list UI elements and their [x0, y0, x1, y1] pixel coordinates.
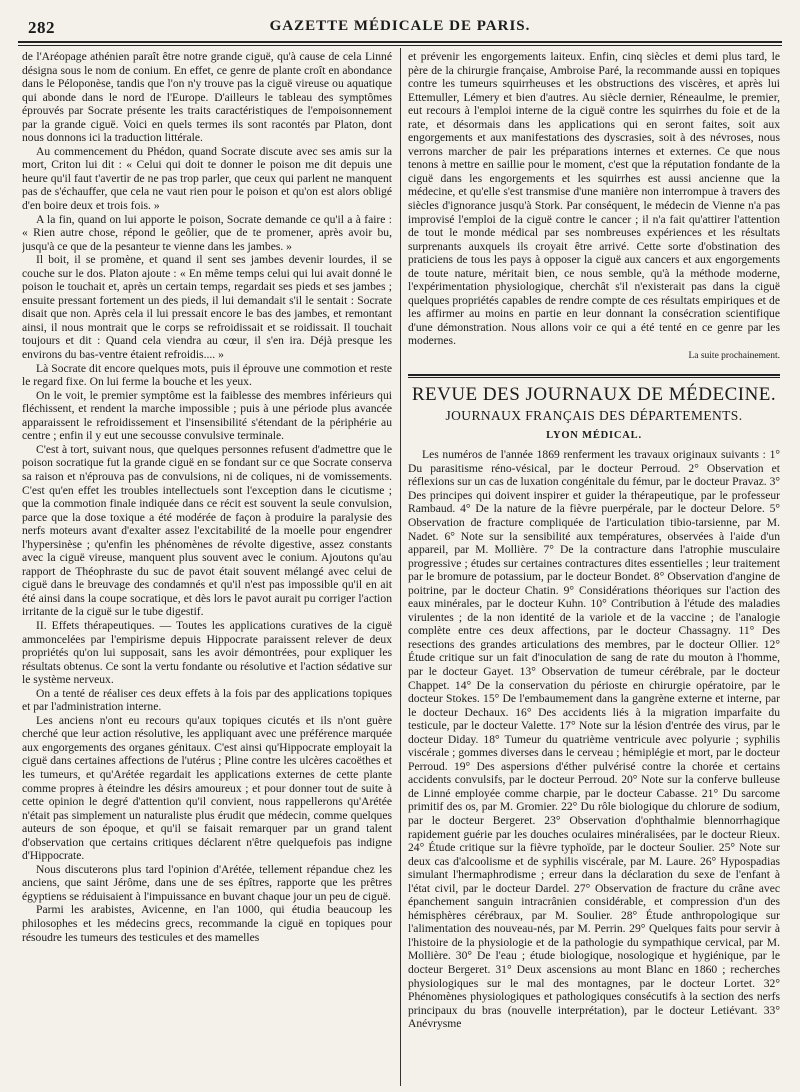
paragraph: Nous discuterons plus tard l'opinion d'Arétée, tellement répandue chez les anciens, que saint Jérôme, dans une de ses épîtres, rapporte que les prêtres égyptiens se réduisaient à l'impuissance en buvant chaque jour un peu de ciguë.	[22, 862, 392, 903]
paragraph: et prévenir les engorgements laiteux. Enfin, cinq siècles et demi plus tard, le père de la chirurgie française, Ambroise Paré, la recommande aussi en topiques contre les tumeurs squirrheuses et les obstructions des viscères, et après lui Ettemuller, Lémery et bien d'autres. Au siècle dernier, Réneaulme, le premier, eut recours à l'emploi interne de la ciguë contre les squirrhes du foie et de la rate, et désormais dans les applications qui en seront faites, soit aux engorgements et aux manifestations des dyscrasies, soit à des névroses, nous verrons marcher de pair les préparations internes et externes. Ce que nous tenons à mettre en saillie pour le moment, c'est que la réputation fondante de la ciguë dans les engorgements et les squirrhes est aussi ancienne que la médecine, et qu'elle s'est transmise d'une manière non interrompue à travers des siècles d'ignorance jusqu'à Stork. Par conséquent, le médecin de Vienne n'a pas improvisé l'emploi de la ciguë contre le cancer ; il n'a fait qu'attirer l'attention de tout le monde médical par ses nombreuses expériences et les résultats surprenants auxquels ils croyait être arrivé. Cette sorte d'obstination des praticiens de tous les pays à opposer la ciguë aux cancers et aux engorgements de toute nature, méritait bien, ce nous semble, qu'à la méthode moderne, l'expérimentation physiologique, cherchât s'il n'existerait pas dans la ciguë quelques propriétés capables de rendre compte de ces résultats empiriques et de les affirmer au moins en partie en leur donnant la consécration scientifique d'une démonstration. Nous allons voir ce qui a été tenté en ce genre par les modernes.	[408, 50, 780, 348]
paragraph: II. Effets thérapeutiques. — Toutes les applications curatives de la ciguë ammoncelées par l'empirisme depuis Hippocrate paraissent relever de deux propriétés qu'on lui supposait, sans les avoir démontrées, pour expliquer les résultats obtenus. Ce sont la vertu fondante ou résolutive et l'action sédative sur le système nerveux.	[22, 618, 392, 687]
paragraph: Les numéros de l'année 1869 renferment les travaux originaux suivants : 1° Du parasitisme réno-vésical, par le docteur Perroud. 2° Observation et réflexions sur un cas de luxation congénitale du fémur, par le docteur Pravaz. 3° Des principes qui doivent inspirer et guider la thérapeutique, par le professeur Rambaud. 4° De la nature de la fièvre puerpérale, par le docteur Delore. 5° Observation de fracture compliquée de l'articulation tibio-tarsienne, par M. Nadet. 6° Note sur la sensibilité aux températures, observées à l'aide d'un appareil, par M. Mollière. 7° De la contracture dans l'atrophie musculaire progressive ; études sur certaines contractures dites essentielles ; leur traitement par le bromure de potassium, par le docteur Bondet. 8° Observation d'angine de poitrine, par le docteur Chatin. 9° Considérations théoriques sur l'action des eaux minérales, par le docteur Kuhn. 10° Contribution à l'étude des maladies virulentes ; de la non identité de la variole et de la vaccine ; de l'analogie complète entre ces deux affections, par le docteur Chassagny. 11° Des resections des grandes articulations des membres, par le docteur Ollier. 12° Étude critique sur un fait d'inoculation de sang de rate du mouton à l'homme, par le docteur Gayet. 13° Observation de tumeur cérébrale, par le docteur Chappet. 14° De la conservation du périoste en chirurgie opératoire, par le docteur Stokes. 15° De l'embaumement dans la gangrène externe et interne, par le docteur Dechaux. 16° Des accidents liés à la migration imparfaite du testicule, par le docteur Valette. 17° Note sur la lésion d'entrée des virus, par le docteur Diday. 18° Tumeur du quatrième ventricule avec polyurie ; syphilis viscérale ; gommes diverses dans le cerveau ; hémiplégie et mort, par le docteur Perroud. 19° Des aspersions d'éther pulvérisé contre la chorée et certains accidents convulsifs, par le docteur Perroud. 20° Note sur la conferve bulleuse de Linné employée comme charpie, par le docteur Cabasse. 21° Du sarcome primitif des os, par M. Gromier. 22° Du rôle biologique du chlorure de sodium, par le docteur Bergeret. 23° Observation d'ophthalmie blennorrhagique rapidement guérie par les douches oculaires minéralisées, par le docteur Rieux. 24° Étude critique sur la fièvre typhoïde, par le docteur Soulier. 25° Note sur deux cas d'alcoolisme et de syphilis viscérale, par M. Laure. 26° Hypospadias simulant l'hermaphrodisme ; erreur dans la déclaration du sexe de l'enfant à l'état civil, par le docteur Dardel. 27° Observation de fracture du crâne avec épanchement sanguin intracrânien considérable, et compression d'un des hémisphères cérébraux, par M. Soulier. 28° Étude anthropologique sur l'alimentation des nouveau-nés, par M. Perrin. 29° Quelques faits pour servir à l'histoire de la physiologie et de la pathologie du sympathique cervical, par M. Mollière. 30° De l'eau ; étude biologique, nosologique et hygiénique, par le docteur Bergeret. 31° Deux ascensions au mont Blanc en 1860 ; recherches physiologiques sur le mal des montagnes, par le docteur Lortet. 32° Phénomènes physiologiques et pathologiques consécutifs à la section des nerfs principaux du bras (nouvelle interprétation), par le docteur Letiévant. 33° Anévrysme	[408, 448, 780, 1031]
journal-title: GAZETTE MÉDICALE DE PARIS.	[269, 18, 531, 34]
paragraph: Il boit, il se promène, et quand il sent ses jambes devenir lourdes, il se couche sur le dos. Platon ajoute : « En même temps celui qui lui avait donné le poison le touchait et, après un certain temps, regardait ses pieds et ses jambes ; ensuite pressant fortement un des pieds, il lui demandait s'il le sentait : Socrate disait que non. Après cela il lui pressait encore le bas des jambes, et remontant ainsi, il nous montrait que le corps se refroidissait et se roidissait. Il touchait toujours et dit : Quand cela viendra au cœur, il s'en ira. Déjà presque les environs du bas-ventre étaient refroidis.... »	[22, 253, 392, 362]
continuation-note: La suite prochainement.	[688, 351, 780, 362]
section-subtitle: JOURNAUX FRANÇAIS DES DÉPARTEMENTS.	[445, 408, 743, 424]
page-number: 282	[28, 18, 55, 37]
header-rule-thin	[18, 45, 782, 46]
paragraph: Au commencement du Phédon, quand Socrate discute avec ses amis sur la mort, Criton lui dit : « Celui qui doit te donner le poison me dit depuis une heure qu'il faut t'avertir de ne pas trop parler, que ceux qui parlent ne manquent pas de s'échauffer, que cela ne vaut rien pour le poison et qu'on est alors obligé d'en boire deux et trois fois. »	[22, 144, 392, 213]
column-divider	[400, 48, 401, 1086]
paragraph: On le voit, le premier symptôme est la faiblesse des membres inférieurs qui fléchissent, et rendent la marche impossible ; puis à une période plus avancée apparaissent le refroidissement et l'insensibilité s'étendant de la périphérie au centre ; enfin il y eut une secousse convulsive terminale.	[22, 388, 392, 443]
left-column	[22, 50, 392, 1086]
paragraph: de l'Aréopage athénien paraît être notre grande ciguë, qu'à cause de cela Linné désigna sous le nom de conium. En effet, ce genre de plante croît en abondance dans le Péloponèse, tandis que l'on n'y trouve pas la ciguë vireuse ou aquatique qui abonde dans le nord de l'Europe. D'ailleurs le tableau des symptômes éprouvés par Socrate présente les traits caractéristiques de l'empoisonnement par la grande ciguë. Voici en quels termes ils sont racontés par Platon, dont nous donnons ici la traduction littérale.	[22, 50, 392, 145]
right-column	[408, 50, 780, 1086]
page-header	[18, 16, 782, 40]
paragraph: On a tenté de réaliser ces deux effets à la fois par des applications topiques et par l'administration interne.	[22, 686, 392, 714]
journal-name: LYON MÉDICAL.	[546, 429, 642, 441]
section-rule	[408, 374, 780, 376]
paragraph: A la fin, quand on lui apporte le poison, Socrate demande ce qu'il a à faire : « Rien autre chose, répond le geôlier, que de te promener, après avoir bu, jusqu'à ce que de la pesanteur te vienne dans les jambes. »	[22, 212, 392, 253]
paragraph: C'est à tort, suivant nous, que quelques personnes refusent d'admettre que le poison socratique fut la grande ciguë en se fondant sur ce que Socrate conserva sa raison et n'éprouva pas de convulsions, ni de coliques, ni de vomissements. C'est qu'en effet les troubles intellectuels sont l'exception dans le cicutisme ; que la commotion finale indiquée dans ce récit est souvent la seule convulsion, parce que la dose toxique a été modérée de façon à produire la paralysie des nerfs moteurs avant d'exalter assez l'excitabilité de la moelle pour engendrer l'hypersinèse ; qu'enfin les phénomènes de révolte digestive, assez constants avec la ciguë vireuse, manquent plus souvent avec le conium. Ajoutons qu'au rapport de Théophraste du suc de pavot était souvent mélangé avec celui de ciguë dans le breuvage des condamnés et qu'il n'est pas impossible qu'il en ait été ainsi dans la coupe socratique, et dès lors le pavot aurait pu corriger l'action irritante de la ciguë sur le tube digestif.	[22, 442, 392, 619]
section-rule-thin	[408, 377, 780, 378]
header-rule	[18, 41, 782, 43]
paragraph: Parmi les arabistes, Avicenne, en l'an 1000, qui étudia beaucoup les philosophes et les médecins grecs, recommande la ciguë en topiques pour résoudre les tumeurs des testicules et des mamelles	[22, 903, 392, 944]
paragraph: Là Socrate dit encore quelques mots, puis il éprouve une commotion et reste le regard fixe. On lui ferme la bouche et les yeux.	[22, 361, 392, 389]
section-title: REVUE DES JOURNAUX DE MÉDECINE.	[411, 383, 777, 405]
paragraph: Les anciens n'ont eu recours qu'aux topiques cicutés et ils n'ont guère cherché que leur action résolutive, les appliquant avec une préférence marquée aux engorgements des organes génitaux. C'est ainsi qu'Hippocrate employait la ciguë dans certaines affections de l'utérus ; Pline contre les ulcères cacoëthes et les tumeurs, et qu'Arétée regardait les applications externes de cette plante comme propres à éteindre les désirs amoureux ; et pour donner tout de suite à cette opinion le degré d'attention qu'il convient, nous rappellerons qu'Arétée n'était pas simplement un naturaliste plus érudit que médecin, comme quelques auteurs de son époque, et qu'il se faisait remarquer par un grand talent d'observation que certains critiques déclarent n'être quelquefois pas indigne d'Hippocrate.	[22, 713, 392, 863]
